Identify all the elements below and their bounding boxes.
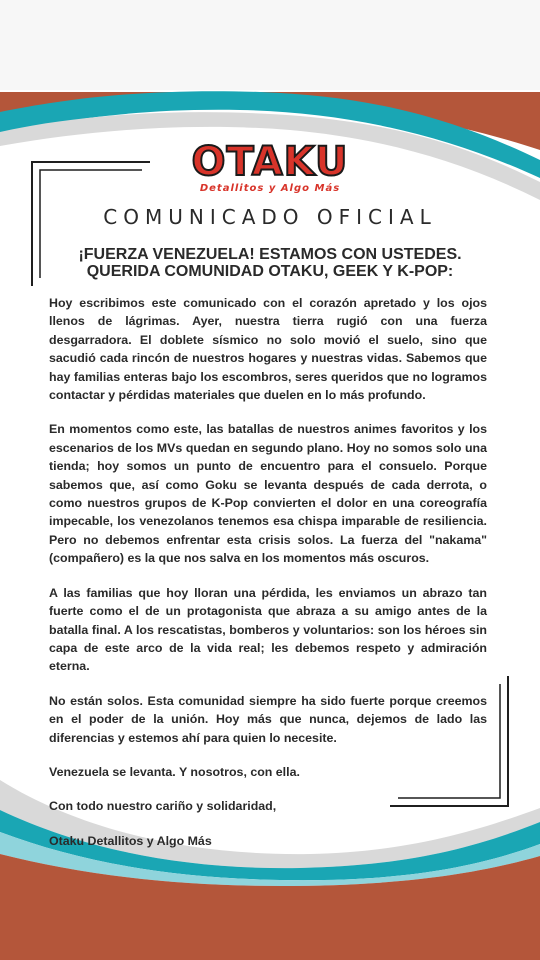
closing-line-1: Con todo nuestro cariño y solidaridad, xyxy=(49,799,277,814)
paragraph-2: En momentos como este, las batallas de nuestros animes favoritos y los escenarios de los MVs quedan en segundo plano. Hoy no somos solo una tienda; hoy somos un punto de encuentro para el consuelo. Porque sabemos que, así como Goku se levanta después de cada derrota, o como nuestros grupos de K-Pop convierten el dolor en una coreografía impecable, los venezolanos tenemos esa chispa imparable de resiliencia. Pero no debemos enfrentar esta crisis solos. La fuerza del "nakama" (compañero) es la que nos salva en los momentos más oscuros. xyxy=(49,422,487,566)
logo-wordmark: OTAKU xyxy=(191,139,349,185)
subtitle-line-1: ¡FUERZA VENEZUELA! ESTAMOS CON USTEDES. xyxy=(78,246,462,263)
closing-signature: Otaku Detallitos y Algo Más xyxy=(49,833,212,848)
paragraph-3: A las familias que hoy lloran una pérdida, les enviamos un abrazo tan fuerte como el de un protagonista que abraza a su amigo antes de la batalla final. A los rescatistas, bomberos y voluntarios: son los héroes sin capa de este arco de la vida real; les debemos respeto y admiración eterna. xyxy=(49,585,487,674)
paragraph-5: Venezuela se levanta. Y nosotros, con ella. xyxy=(49,764,300,779)
document-subtitle xyxy=(40,246,500,280)
subtitle-line-2: QUERIDA COMUNIDAD OTAKU, GEEK Y K-POP: xyxy=(86,263,454,280)
otaku-logo xyxy=(185,140,355,202)
document-title: COMUNICADO OFICIAL xyxy=(103,205,437,229)
paragraph-1: Hoy escribimos este comunicado con el corazón apretado y los ojos llenos de lágrimas. Ayer, nuestra tierra rugió con una fuerza desgarradora. El doblete sísmico no solo movió el suelo, sino que sacudió cada rincón de nuestros hogares y nuestras vidas. Sabemos que hay familias enteras bajo los escombros, seres queridos que no logramos contactar y pérdidas materiales que duelen en lo más profundo. xyxy=(49,296,487,403)
logo-tagline: Detallitos y Algo Más xyxy=(199,183,341,194)
paragraph-4: No están solos. Esta comunidad siempre ha sido fuerte porque creemos en el poder de la unión. Hoy más que nunca, dejemos de lado las diferencias y estemos ahí para quien lo necesite. xyxy=(49,693,487,745)
communique-body xyxy=(49,294,487,866)
